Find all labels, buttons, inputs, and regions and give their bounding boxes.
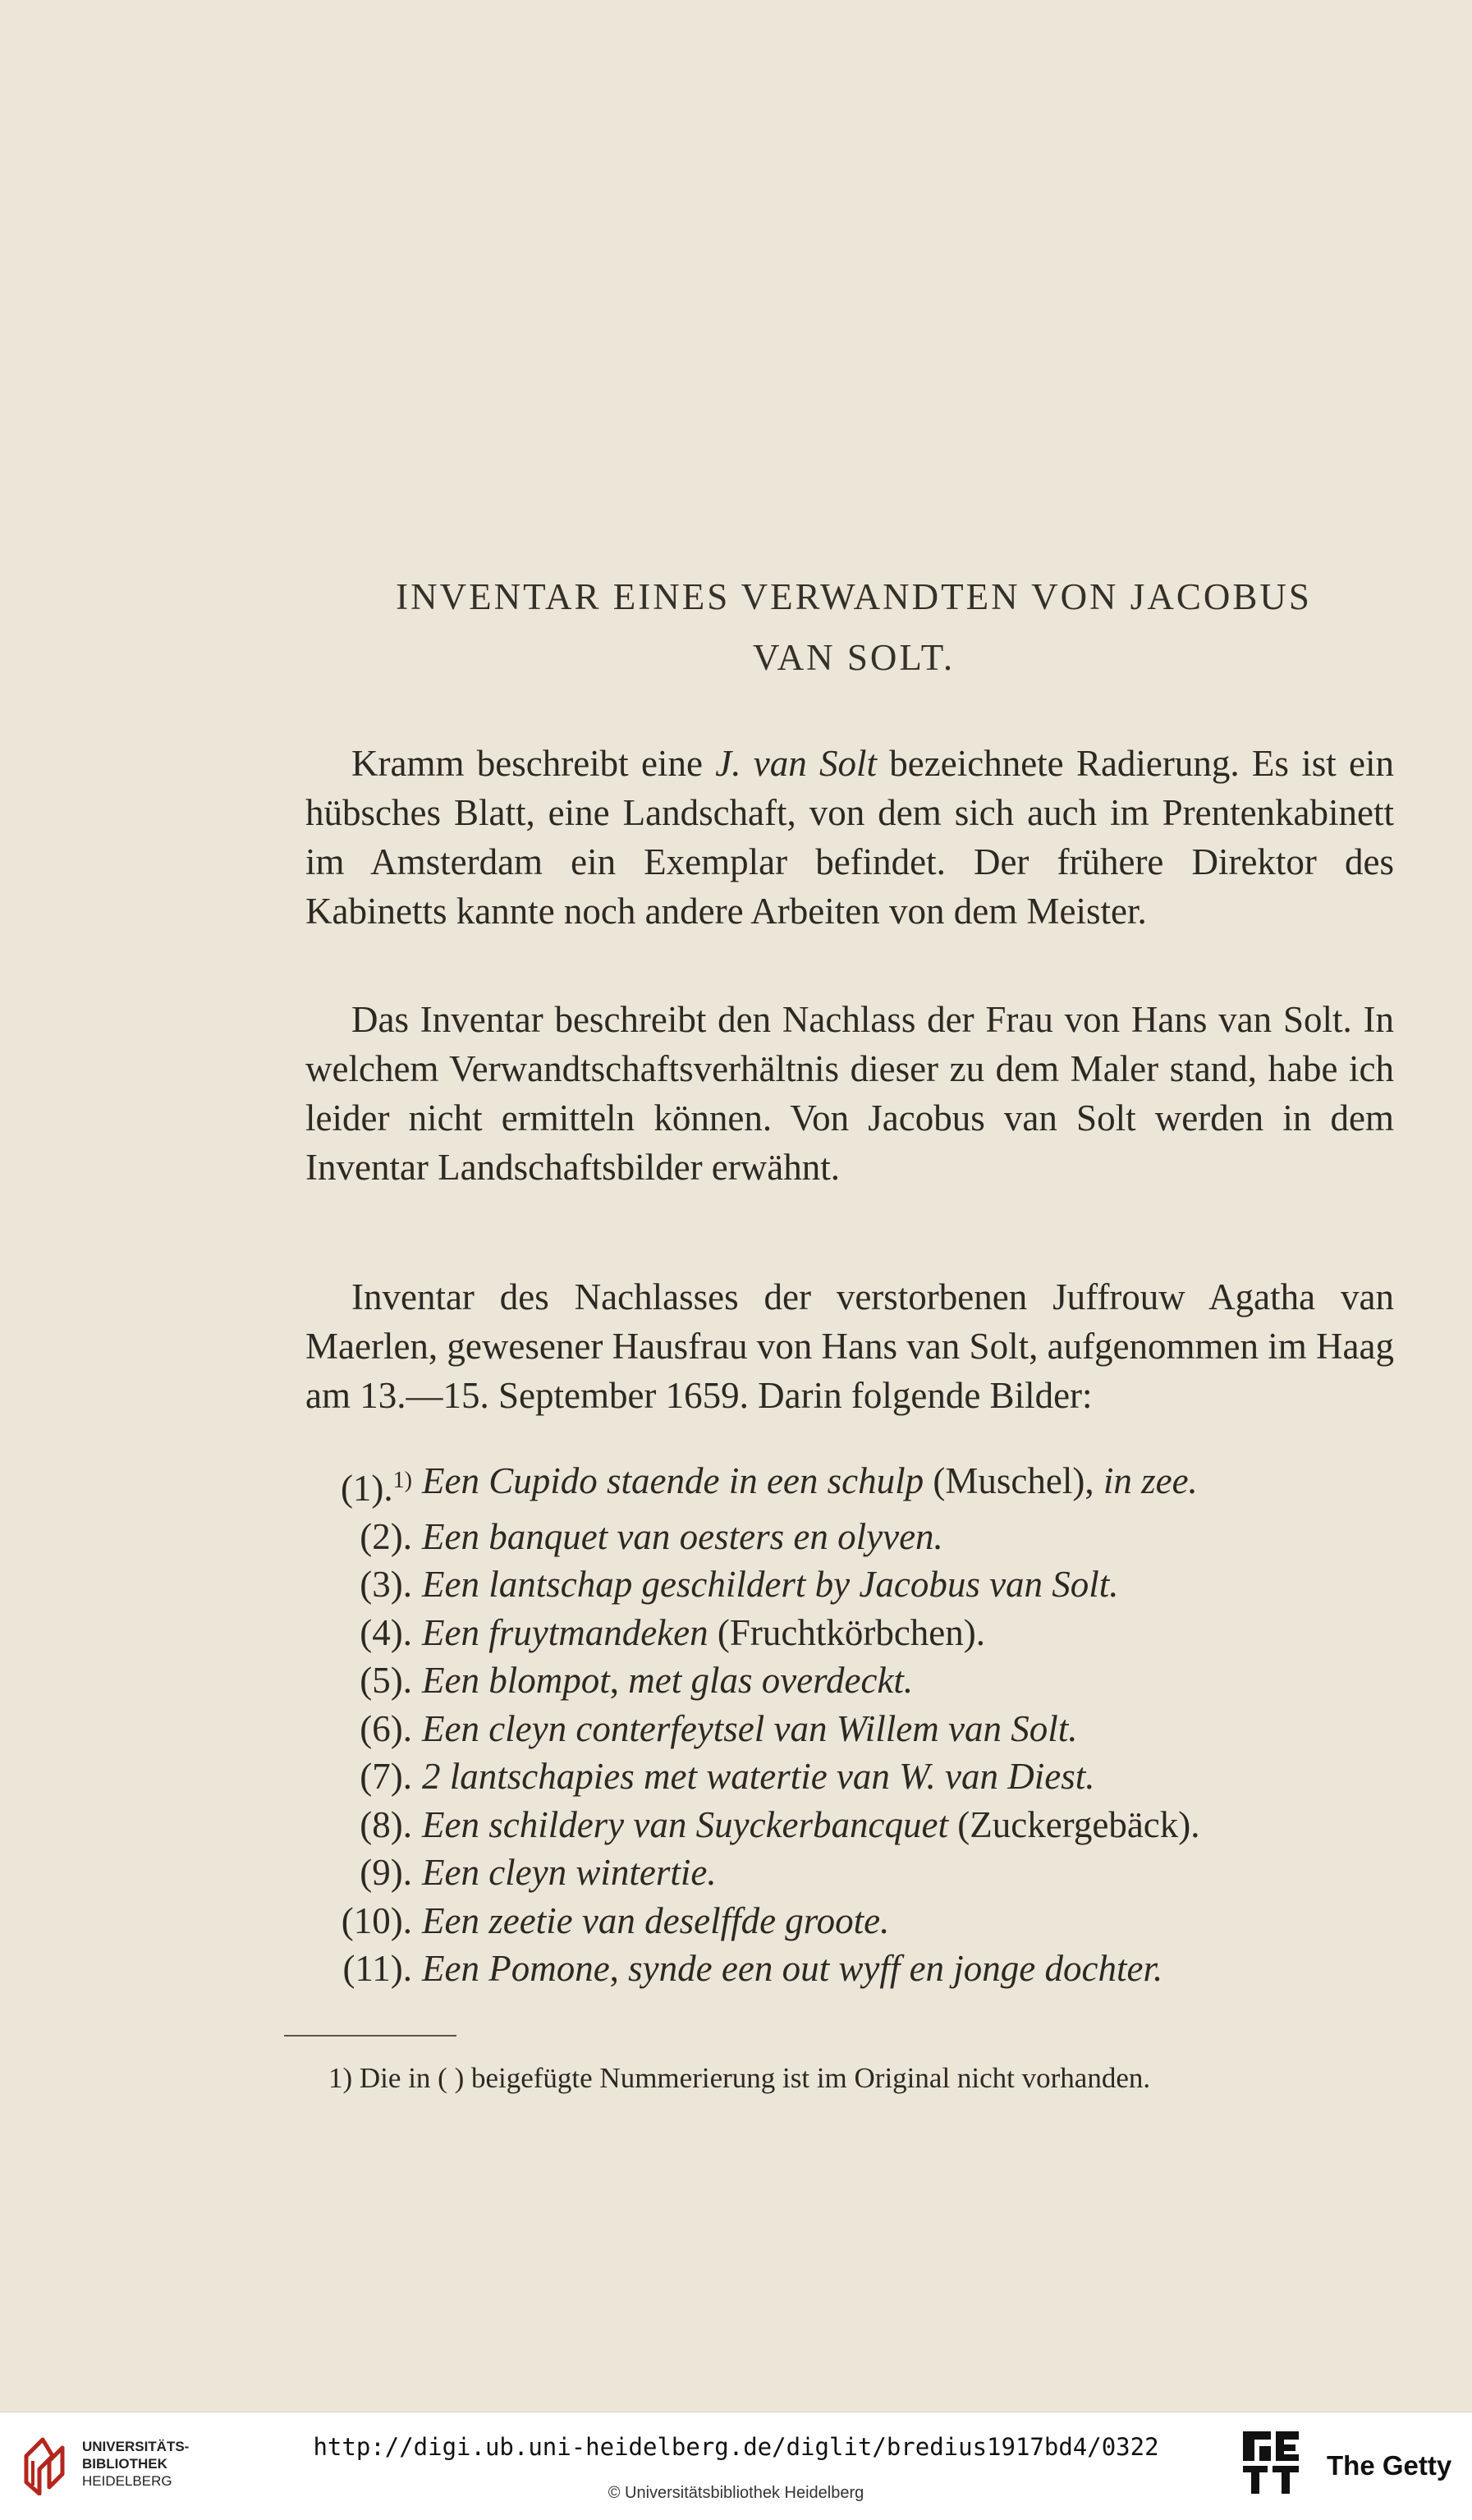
item-number: (1).$^{1)}$ <box>340 1468 412 1509</box>
item-text: Een Cupido staende in een schulp (Muschel), in zee. <box>422 1460 1198 1501</box>
list-item <box>305 1513 1394 1561</box>
item-text: Een lantschap geschildert by Jacobus van Solt. <box>422 1564 1119 1605</box>
paragraph-2-text: Das Inventar beschreibt den Nachlass der Frau von Hans van Solt. In welchem Verwandtschaftsverhältnis dieser zu dem Maler stand, habe ich leider nicht ermitteln können. Von Jacobus van Solt werden in dem Inventar Landschaftsbilder erwähnt. <box>305 999 1394 1188</box>
university-library-name: UNIVERSITÄTS- BIBLIOTHEK HEIDELBERG <box>82 2439 190 2489</box>
list-item <box>305 1945 1394 1993</box>
list-item <box>305 1609 1394 1657</box>
item-text: Een schildery van Suyckerbancquet (Zuckergebäck). <box>422 1803 1200 1845</box>
paragraph-3 <box>305 1272 1394 1420</box>
title-line-1: INVENTAR EINES VERWANDTEN VON JACOBUS <box>396 576 1312 617</box>
item-number: (11). <box>342 1948 412 1989</box>
item-number: (3). <box>360 1564 412 1605</box>
footnote: 1) Die in ( ) beigefügte Nummerierung ist im Original nicht vorhanden. <box>328 2062 1151 2094</box>
footnote-divider <box>284 2035 456 2037</box>
paragraph-1-text-b: bezeichnete Radierung. Es ist ein hübsches Blatt, eine Landschaft, von dem sich auch im Prentenkabinett im Amsterdam ein Exemplar befindet. Der frühere Direktor des Kabinetts kannte noch andere Arbeiten von dem Meister. <box>305 743 1395 932</box>
paragraph-1-italic: J. van Solt <box>715 743 878 784</box>
item-text: Een Pomone, synde een out wyff en jonge dochter. <box>422 1948 1163 1989</box>
list-item <box>305 1897 1394 1945</box>
item-text: Een zeetie van deselffde groote. <box>422 1899 890 1941</box>
paragraph-1-text-a: Kramm beschreibt eine <box>351 743 716 784</box>
getty-logo-icon[interactable] <box>1240 2428 1302 2497</box>
list-item <box>305 1849 1394 1897</box>
list-item <box>305 1457 1394 1513</box>
footnote-marker: 1) <box>392 1468 412 1493</box>
list-item <box>305 1656 1394 1705</box>
item-number: (5). <box>360 1660 412 1701</box>
item-text: Een cleyn conterfeytsel van Willem van Solt. <box>422 1707 1078 1749</box>
item-number: (4). <box>360 1611 412 1653</box>
item-number: (10). <box>341 1899 412 1941</box>
item-text: Een fruytmandeken (Fruchtkörbchen). <box>422 1611 986 1653</box>
item-number: (6). <box>360 1707 412 1749</box>
item-number: (7). <box>360 1756 412 1797</box>
paragraph-1 <box>305 739 1394 936</box>
item-number: (9). <box>360 1852 412 1893</box>
paragraph-2 <box>305 995 1394 1192</box>
item-number: (8). <box>360 1803 412 1845</box>
getty-name: The Getty <box>1327 2450 1452 2481</box>
paragraph-3-text: Inventar des Nachlasses der verstorbenen Juffrouw Agatha van Maerlen, gewesener Hausfrau von Hans van Solt, aufgenommen im Haag am 13.—15. September 1659. Darin folgende Bilder: <box>305 1276 1394 1416</box>
list-item <box>305 1753 1394 1801</box>
copyright-notice: © Universitätsbibliothek Heidelberg <box>608 2484 864 2502</box>
list-item <box>305 1705 1394 1753</box>
item-text: Een blompot, met glas overdeckt. <box>422 1660 914 1701</box>
item-text: 2 lantschapies met watertie van W. van Diest. <box>422 1756 1095 1797</box>
item-text: Een cleyn wintertie. <box>422 1852 717 1893</box>
item-number: (2). <box>360 1515 412 1557</box>
title-line-2: VAN SOLT. <box>752 637 956 678</box>
permalink-url[interactable]: http://digi.ub.uni-heidelberg.de/diglit/bredius1917bd4/0322 <box>313 2433 1159 2461</box>
page-title <box>312 566 1396 688</box>
list-item <box>305 1801 1394 1849</box>
inventory-list <box>305 1457 1394 1993</box>
list-item <box>305 1560 1394 1609</box>
item-text: Een banquet van oesters en olyven. <box>422 1515 943 1557</box>
